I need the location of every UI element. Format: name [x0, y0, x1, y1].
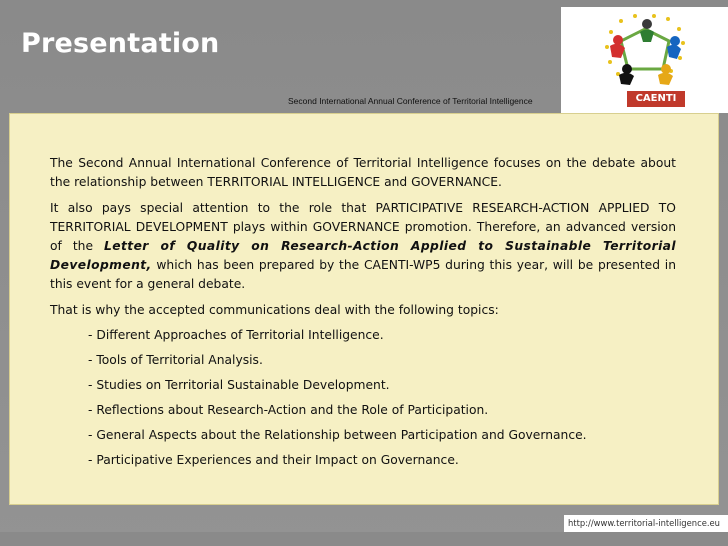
- topic-item: - Studies on Territorial Sustainable Development.: [88, 378, 390, 392]
- detail-paragraph-start: It also pays special attention to the role that PARTICIPATIVE RESEARCH-ACTION APPLIED TO TERRITORIAL DEVELOPMENT plays within GOVERNANCE promotion. Therefore, an advanced version of the: [50, 201, 676, 253]
- content-body: [50, 154, 676, 470]
- slide-title: Presentation: [21, 28, 220, 59]
- caenti-logo: [561, 7, 728, 113]
- intro-paragraph: The Second Annual International Conference of Territorial Intelligence focuses on the debate about the relationship between TERRITORIAL INTELLIGENCE and GOVERNANCE.: [50, 156, 676, 189]
- bottom-strip: [0, 532, 728, 546]
- content-panel: [9, 113, 719, 505]
- topic-item: - Reflections about Research-Action and the Role of Participation.: [88, 403, 489, 417]
- topic-item: - General Aspects about the Relationship between Participation and Governance.: [88, 428, 587, 442]
- topics-list: [50, 326, 676, 470]
- topics-lead: That is why the accepted communications deal with the following topics:: [50, 303, 499, 317]
- topic-item: - Tools of Territorial Analysis.: [88, 353, 263, 367]
- conference-subtitle: Second International Annual Conference of Territorial Intelligence: [288, 96, 533, 106]
- detail-paragraph: [50, 199, 676, 294]
- caenti-logo-text: CAENTI: [635, 93, 677, 104]
- website-url: http://www.territorial-intelligence.eu: [564, 515, 728, 532]
- topic-item: - Participative Experiences and their Impact on Governance.: [88, 453, 459, 467]
- letter-of-quality-title: Letter of Quality on Research-Action Applied to Sustainable Territorial Development,: [50, 239, 676, 272]
- topic-item: - Different Approaches of Territorial Intelligence.: [88, 328, 384, 342]
- detail-paragraph-end: which has been prepared by the CAENTI-WP5 during this year, will be presented in this event for a general debate.: [50, 258, 676, 291]
